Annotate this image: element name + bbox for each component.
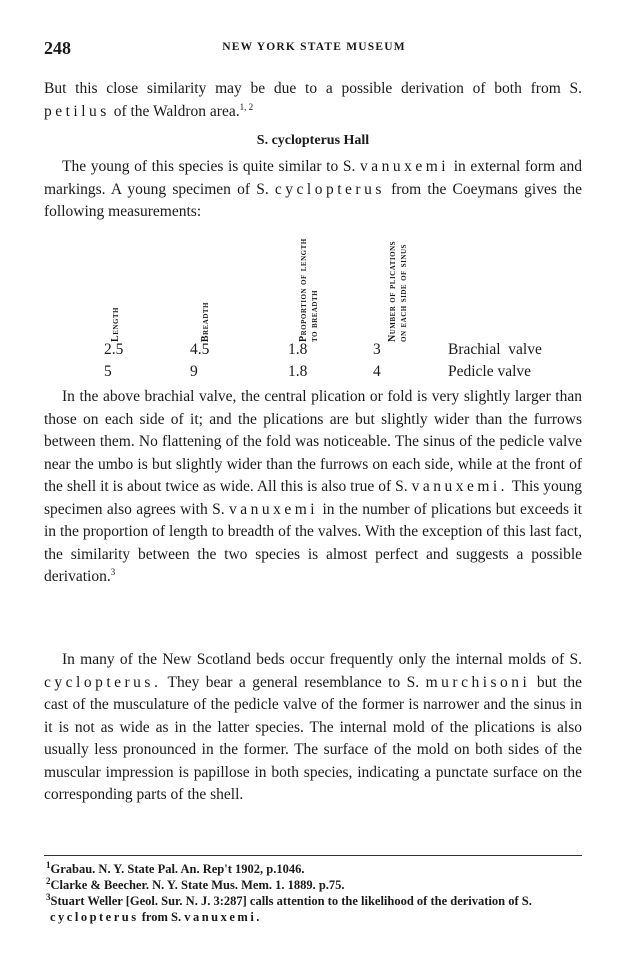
species-name: vanuxemi: [359, 158, 450, 175]
footnote-ref: 1, 2: [239, 101, 254, 112]
para4-text-1: In many of the New Scotland beds occur frequently only the internal molds of S.: [62, 651, 582, 668]
footnote-text: from S.: [141, 910, 182, 924]
running-head: NEW YORK STATE MUSEUM: [222, 41, 406, 53]
page-header: [44, 38, 584, 62]
measurements-table: [44, 228, 582, 384]
cell-plications: 4: [373, 363, 381, 380]
species-name: vanuxemi: [228, 500, 319, 518]
column-header-length: Length: [110, 307, 121, 342]
footnote-mark: 3: [46, 891, 51, 902]
footnote-mark: 2: [46, 875, 51, 886]
para2-text-1: The young of this species is quite similar to S.: [62, 158, 356, 175]
footnote-ref: 3: [110, 566, 116, 577]
para3-text-1: In the above brachial valve, the central plication or fold is very slightly larger than those on each side of it; and the plications are but slightly wider than the furrows between them. No flattening of the fold was noticeable. The sinus of the pedicle valve near the umbo is but slightly wider than the furrows on each side, while at the front of the shell it is about twice as wide. All this is also true of S.: [44, 388, 582, 495]
species-name: cyclopterus: [274, 180, 385, 198]
footnote-text: Stuart Weller [Geol. Sur. N. J. 3:287] calls attention to the likelihood of the derivation of S.: [50, 894, 532, 908]
page-number: 248: [44, 38, 71, 58]
paragraph-2: [44, 156, 582, 224]
para2-text-3: from the Coeymans gives the following measurements:: [44, 180, 583, 220]
column-header-plications: Number of plications on each side of sinus: [387, 240, 409, 342]
para1-text-2: of the Waldron area.: [113, 102, 240, 120]
column-header-proportion: Proportion of length to breadth: [298, 238, 320, 342]
cell-valve-label: Brachial valve: [448, 341, 542, 358]
para2-text-2: in external form and markings. A young specimen of S.: [44, 158, 582, 198]
species-name: petilus: [44, 102, 110, 120]
cell-length: 5: [104, 363, 112, 380]
species-name: cyclopterus.: [44, 673, 162, 691]
cell-breadth: 4.5: [190, 341, 210, 358]
paragraph-1: [44, 78, 582, 123]
cell-proportion: 1.8: [288, 363, 308, 380]
para4-text-3: but the cast of the musculature of the pedicle valve of the former is narrower and the sinus in it is not as wide as in the latter species. The internal mold of the plications is also usually less pronounced in the former. The surface of the mold on both sides of the muscular impression is papillose in both species, indicating a punctate surface on the corresponding parts of the shell.: [44, 673, 583, 803]
footnote: [38, 861, 584, 877]
species-name: cyclopterus: [50, 910, 139, 924]
para4-text-2: They bear a general resemblance to S.: [161, 673, 420, 691]
table-row: [44, 363, 582, 385]
para3-text-3: in the number of plications but exceeds it in the proportion of length to breadth of the valves. With the exception of this last fact, the similarity between the two species is almost perfect and suggests a possible derivation.: [44, 500, 583, 585]
footnote-text: Clarke & Beecher. N. Y. State Mus. Mem. 1. 1889. p.75.: [50, 878, 345, 892]
cell-plications: 3: [373, 341, 381, 358]
paragraph-3: [44, 386, 582, 589]
footnote-text: Grabau. N. Y. State Pal. An. Rep't 1902, p.1046.: [50, 862, 305, 876]
species-name: murchisoni: [425, 673, 531, 691]
section-heading: S. cyclopterus Hall: [256, 133, 370, 148]
paragraph-4: [44, 649, 582, 807]
footnote: [38, 877, 584, 893]
cell-length: 2.5: [104, 341, 124, 358]
species-name: vanuxemi.: [411, 478, 509, 495]
footnote-mark: 1: [46, 859, 51, 870]
table-row: [44, 341, 582, 363]
para1-text-1: But this close similarity may be due to a possible derivation of both from S.: [44, 80, 582, 97]
footnote: [38, 893, 584, 925]
footnotes: [38, 861, 584, 925]
cell-breadth: 9: [190, 363, 198, 380]
para3-text-2: This young specimen also agrees with S.: [44, 478, 582, 518]
footnote-divider: [44, 855, 582, 856]
column-header-breadth: Breadth: [200, 301, 211, 342]
cell-valve-label: Pedicle valve: [448, 363, 532, 380]
species-name: vanuxemi.: [184, 910, 262, 924]
cell-proportion: 1.8: [288, 341, 308, 358]
